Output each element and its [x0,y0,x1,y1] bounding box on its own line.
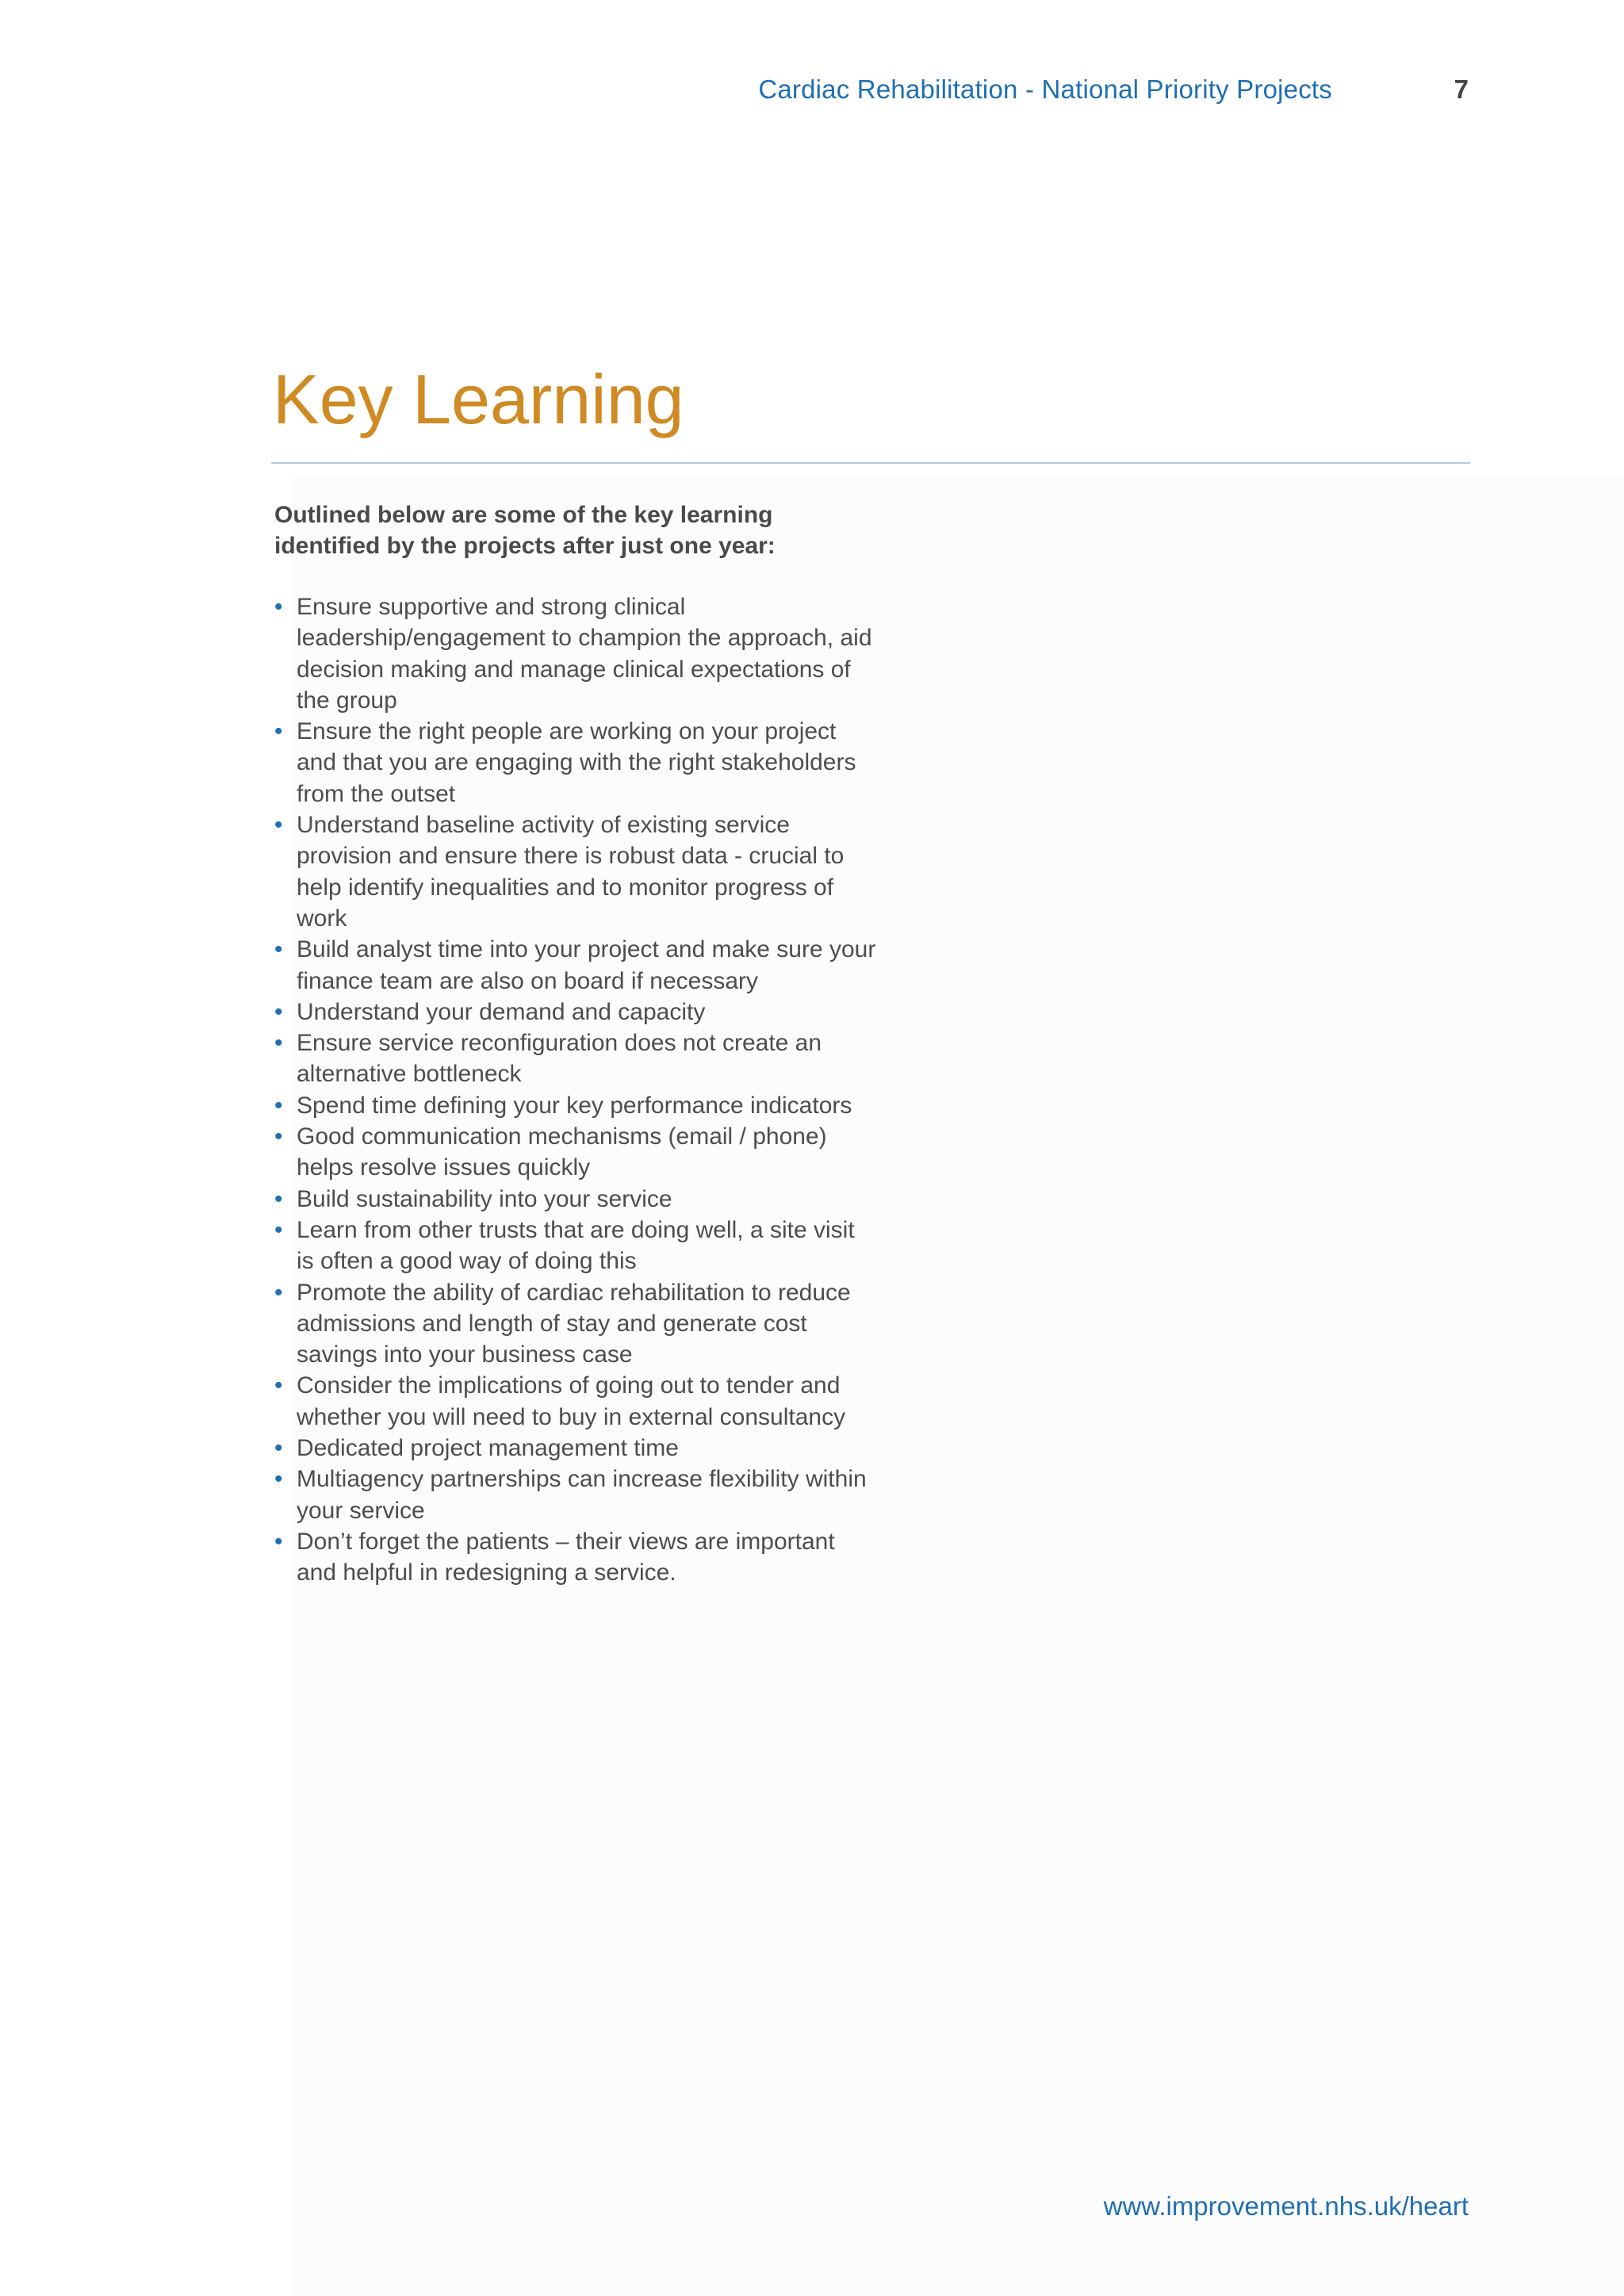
list-item-text: Ensure the right people are working on your project and that you are engaging with the right stakeholders from the outset [297,718,856,807]
list-item-text: Spend time defining your key performance indicators [297,1092,852,1119]
page-number: 7 [1454,75,1469,104]
list-item-text: Consider the implications of going out to tender and whether you will need to buy in external consultancy [297,1372,846,1430]
bullet-icon: • [274,1279,283,1306]
list-item [274,934,877,997]
bullet-icon: • [274,594,283,620]
list-item [274,716,877,809]
list-item-text: Good communication mechanisms (email / phone) helps resolve issues quickly [297,1123,827,1181]
list-item-text: Build analyst time into your project and make sure your finance team are also on board if necessary [297,936,876,994]
bullet-icon: • [274,1123,283,1150]
bullet-icon: • [274,936,283,963]
list-item-text: Don’t forget the patients – their views are important and helpful in redesigning a service. [297,1528,835,1586]
list-item [274,591,877,716]
bullet-icon: • [274,1185,283,1212]
list-item [274,1370,877,1433]
list-item-text: Multiagency partnerships can increase flexibility within your service [297,1466,867,1524]
list-item-text: Understand your demand and capacity [297,998,706,1025]
list-item [274,809,877,934]
list-item-text: Ensure supportive and strong clinical leadership/engagement to champion the approach, aid decision making and manage clinical expectations of the group [297,594,872,714]
list-item [274,997,877,1027]
title-divider [271,462,1470,464]
list-item [274,1464,877,1526]
list-item [274,1184,877,1215]
list-item-text: Ensure service reconfiguration does not create an alternative bottleneck [297,1030,822,1088]
running-header-title: Cardiac Rehabilitation - National Priority Projects [758,75,1332,104]
bullet-icon: • [274,1435,283,1462]
footer-website-link[interactable]: www.improvement.nhs.uk/heart [1103,2191,1469,2221]
bullet-icon: • [274,718,283,745]
list-item-text: Learn from other trusts that are doing well, a site visit is often a good way of doing this [297,1216,855,1275]
bullet-icon: • [274,998,283,1025]
bullet-icon: • [274,812,283,839]
bullet-icon: • [274,1216,283,1243]
list-item-text: Promote the ability of cardiac rehabilitation to reduce admissions and length of stay and generate cost savings into your business case [297,1279,851,1368]
bullet-icon: • [274,1466,283,1493]
intro-paragraph: Outlined below are some of the key learning identified by the projects after just one year: [274,502,776,559]
list-item-text: Understand baseline activity of existing service provision and ensure there is robust data - crucial to help identify inequalities and to monitor progress of work [297,812,845,932]
key-learning-list [274,591,877,1589]
bullet-icon: • [274,1372,283,1399]
page-title: Key Learning [273,360,684,438]
list-item [274,1433,877,1464]
list-item [274,1277,877,1371]
bullet-icon: • [274,1528,283,1555]
list-item-text: Build sustainability into your service [297,1185,672,1212]
list-item [274,1526,877,1589]
bullet-icon: • [274,1030,283,1057]
list-item [274,1027,877,1090]
list-item [274,1215,877,1277]
list-item-text: Dedicated project management time [297,1435,679,1462]
bullet-icon: • [274,1092,283,1119]
list-item [274,1090,877,1121]
list-item [274,1121,877,1184]
